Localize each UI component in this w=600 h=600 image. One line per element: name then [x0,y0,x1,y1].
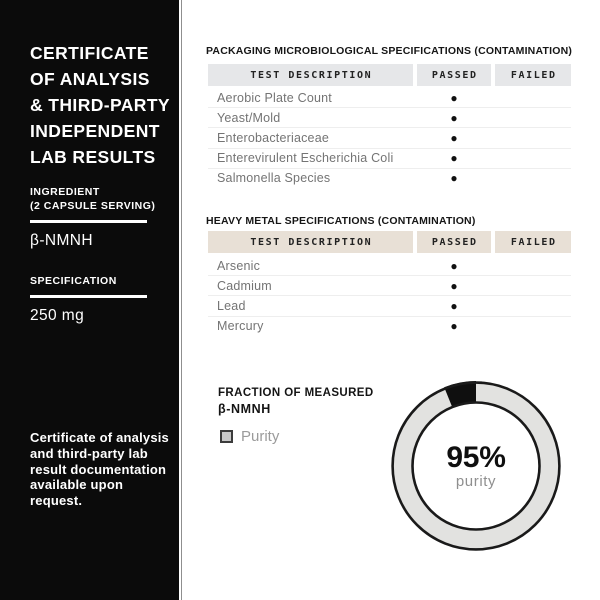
page-title-line: OF ANALYSIS [30,69,150,89]
test-description-cell: Salmonella Species [217,171,331,186]
availability-note-line: Certificate of analysis [30,430,169,445]
heavy-metal-table-header [208,231,571,253]
availability-note-line: available upon [30,477,124,493]
ingredient-value: β-NMNH [30,232,93,249]
column-header-test: TEST DESCRIPTION [208,231,413,253]
table-row [208,128,571,148]
micro-table-rows [208,88,571,188]
specification-section [30,274,147,325]
test-description-cell: Aerobic Plate Count [217,90,332,105]
column-header-test: TEST DESCRIPTION [208,64,413,86]
specification-label: SPECIFICATION [30,275,117,287]
sidebar-divider-line [181,0,182,600]
availability-note [30,430,169,509]
page-title-line: INDEPENDENT [30,121,160,141]
passed-dot: ● [450,171,458,186]
micro-table-title: PACKAGING MICROBIOLOGICAL SPECIFICATIONS (CONTAMINATION) [206,45,573,57]
heavy-metal-table-title: HEAVY METAL SPECIFICATIONS (CONTAMINATION) [206,215,476,227]
column-header-passed: PASSED [417,64,491,86]
page-title-line: LAB RESULTS [30,147,156,167]
legend-label: Purity [241,428,280,445]
passed-dot: ● [450,278,458,293]
specification-value: 250 mg [30,307,85,324]
purity-percentage-value: 95% [446,441,506,474]
purity-percentage-label: purity [455,473,497,490]
table-row [208,317,571,336]
white-rule [30,220,147,223]
test-description-cell: Mercury [217,319,264,334]
passed-dot: ● [450,90,458,105]
purity-legend [220,428,279,445]
test-description-cell: Cadmium [217,278,272,293]
test-description-cell: Enterobacteriaceae [217,130,330,145]
availability-note-line: request. [30,493,83,509]
test-description-cell: Arsenic [217,258,261,273]
purity-chart-heading [218,386,374,416]
column-header-failed: FAILED [495,231,571,253]
page-title-line: CERTIFICATE [30,43,149,63]
micro-table-header [208,64,571,86]
availability-note-line: and third-party lab [30,445,148,461]
ingredient-sublabel: (2 CAPSULE SERVING) [30,200,156,212]
column-header-failed: FAILED [495,64,571,86]
availability-note-line: result documentation [30,461,167,477]
purity-chart-heading-line2: β-NMNH [218,402,271,416]
passed-dot: ● [450,130,458,145]
test-description-cell: Lead [217,298,246,313]
table-row [208,256,571,276]
test-description-cell: Yeast/Mold [217,110,281,125]
legend-swatch-icon [220,430,233,443]
passed-dot: ● [450,258,458,273]
table-row [208,169,571,188]
page-title-line: & THIRD-PARTY [30,95,171,115]
column-header-passed: PASSED [417,231,491,253]
table-row [208,296,571,316]
page-title [30,40,170,170]
ingredient-label: INGREDIENT [30,186,100,198]
table-row [208,149,571,169]
passed-dot: ● [450,319,458,334]
ingredient-section [30,185,155,250]
passed-dot: ● [450,151,458,166]
table-row [208,108,571,128]
white-rule [30,295,147,298]
passed-dot: ● [450,298,458,313]
test-description-cell: Enterevirulent Escherichia Coli [217,151,394,166]
table-row [208,88,571,108]
table-row [208,276,571,296]
heavy-metal-table-rows [208,256,571,336]
purity-chart-heading-line1: FRACTION OF MEASURED [218,387,374,399]
passed-dot: ● [450,110,458,125]
